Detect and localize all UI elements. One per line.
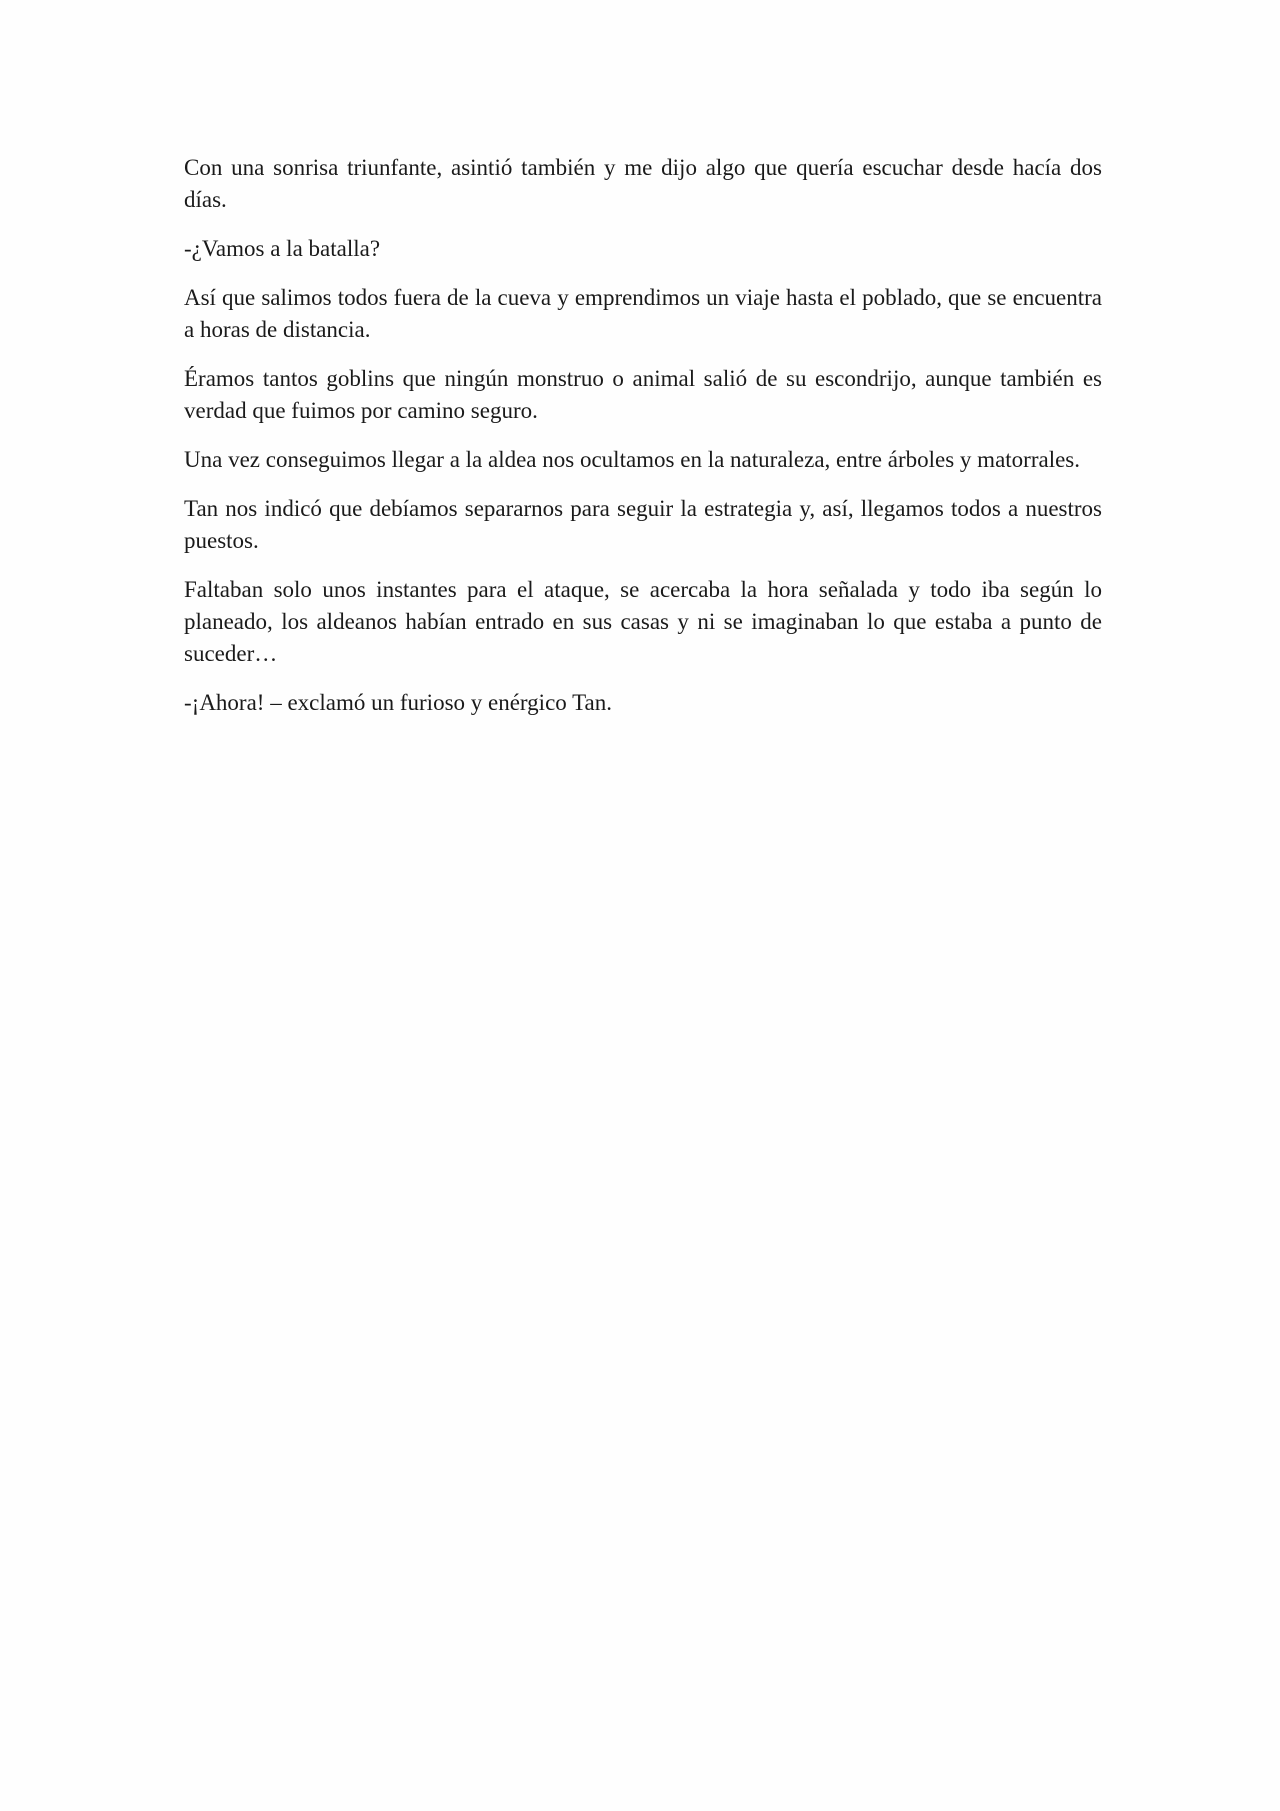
paragraph: -¡Ahora! – exclamó un furioso y enérgico Tan.: [184, 690, 613, 715]
paragraph: Una vez conseguimos llegar a la aldea nos ocultamos en la naturaleza, entre árboles y matorrales.: [184, 447, 1080, 472]
paragraph: Éramos tantos goblins que ningún monstruo o animal salió de su escondrijo, aunque también es verdad que fuimos por camino seguro.: [184, 366, 1102, 423]
paragraph: Así que salimos todos fuera de la cueva y emprendimos un viaje hasta el poblado, que se encuentra a horas de distancia.: [184, 285, 1102, 342]
paragraph: Faltaban solo unos instantes para el ataque, se acercaba la hora señalada y todo iba según lo planeado, los aldeanos habían entrado en sus casas y ni se imaginaban lo que estaba a punto de suceder…: [184, 577, 1102, 666]
paragraph: -¿Vamos a la batalla?: [184, 236, 381, 261]
paragraph: Con una sonrisa triunfante, asintió también y me dijo algo que quería escuchar desde hacía dos días.: [184, 155, 1102, 212]
paragraph: Tan nos indicó que debíamos separarnos para seguir la estrategia y, así, llegamos todos a nuestros puestos.: [184, 496, 1102, 553]
body-text: [184, 152, 1102, 736]
